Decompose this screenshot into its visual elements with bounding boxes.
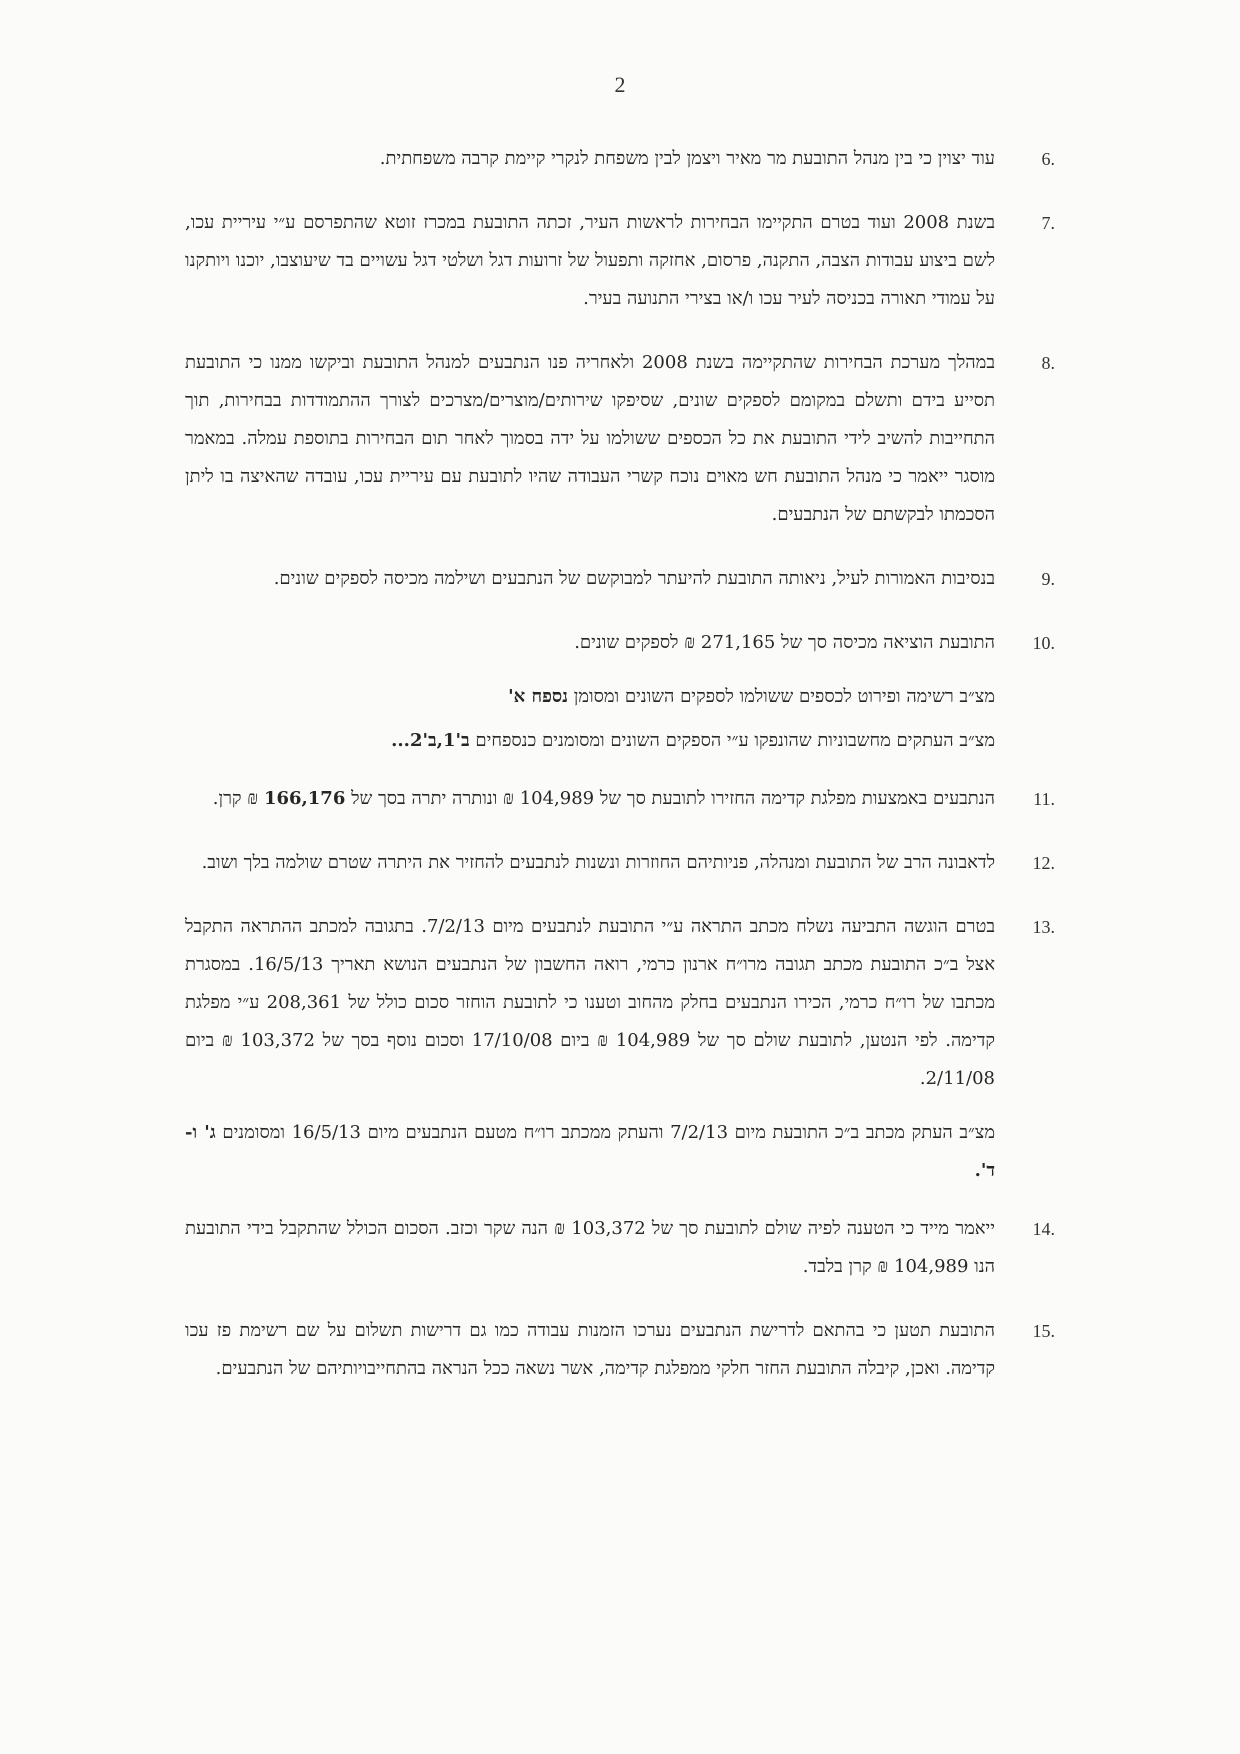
paragraph-number: 12.: [1032, 853, 1055, 873]
paragraph-15: [185, 1312, 1055, 1388]
paragraph-text: בנסיבות האמורות לעיל, ניאותה התובעת להיעתר למבוקשם של הנתבעים ושילמה מכיסה לספקים שונים.: [273, 568, 995, 589]
paragraph-number: 6.: [1041, 149, 1055, 169]
paragraph-text: לדאבונה הרב של התובעת ומנהלה, פניותיהם החוזרות ונשנות לנתבעים להחזיר את היתרה שטרם שולמה בלך ושוב.: [201, 852, 995, 873]
paragraph-11: [185, 780, 1055, 818]
paragraph-9: [185, 560, 1055, 598]
paragraph-number: 7.: [1041, 213, 1055, 233]
paragraph-text: הנתבעים באמצעות מפלגת קדימה החזירו לתובעת סך של 104,989 ₪ ונותרה יתרה בסך של 166,176 ₪ קרן.: [212, 788, 995, 809]
paragraph-number: 15.: [1032, 1321, 1055, 1341]
paragraph-number: 14.: [1032, 1219, 1055, 1239]
paragraph-13: [185, 908, 1055, 1098]
paragraph-text: בטרם הוגשה התביעה נשלח מכתב התראה ע״י התובעת לנתבעים מיום 7/2/13. בתגובה למכתב ההתראה התקבל אצל ב״כ התובעת מכתב תגובה מרו״ח ארנון כרמי, רואה החשבון של הנתבעים הנושא תאריך 16/5/13. במסגרת מכתבו של רו״ח כרמי, הכירו הנתבעים בחלק מהחוב וטענו כי לתובעת הוחזר סכום כולל של 208,361 ע״י מפלגת קדימה. לפי הנטען, לתובעת שולם סך של 104,989 ₪ ביום 17/10/08 וסכום נוסף בסך של 103,372 ₪ ביום 2/11/08.: [185, 916, 995, 1089]
paragraph-text: בשנת 2008 ועוד בטרם התקיימו הבחירות לראשות העיר, זכתה התובעת במכרז זוטא שהתפרסם ע״י עיריית עכו, לשם ביצוע עבודות הצבה, התקנה, פרסום, אחזקה ותפעול של זרועות דגל ושלטי דגל עשויים בד שיעוצבו, יוכנו ויותקנו על עמודי תאורה בכניסה לעיר עכו ו/או בצירי התנועה בעיר.: [185, 212, 995, 309]
annex-a-note: [185, 678, 995, 716]
paragraph-8: [185, 344, 1055, 534]
paragraph-text: התובעת הוציאה מכיסה סך של 271,165 ₪ לספקים שונים.: [574, 632, 995, 653]
paragraph-6: [185, 140, 1055, 178]
paragraph-12: [185, 844, 1055, 882]
document-body: [185, 140, 1055, 1414]
paragraph-number: 13.: [1032, 917, 1055, 937]
paragraph-text: עוד יצוין כי בין מנהל התובעת מר מאיר ויצמן לבין משפחת לנקרי קיימת קרבה משפחתית.: [379, 148, 995, 169]
annex-note-text: מצ״ב רשימה ופירוט לכספים ששולמו לספקים השונים ומסומן: [573, 686, 995, 707]
paragraph-number: 11.: [1033, 789, 1055, 809]
paragraph-text: במהלך מערכת הבחירות שהתקיימה בשנת 2008 ולאחריה פנו הנתבעים למנהל התובעת וביקשו ממנו כי התובעת תסייע בידם ותשלם במקומם לספקים שונים, שסיפקו שירותים/מוצרים/מצרכים לצורך ההתמודדות בבחירות, תוך התחייבות להשיב לידי התובעת את כל הכספים ששולמו על ידה בסמוך לאחר תום הבחירות בתוספת עמלה. במאמר מוסגר ייאמר כי מנהל התובעת חש מאוים נוכח קשרי העבודה שהיו לתובעת עם עיריית עכו, עובדה שהאיצה בו ליתן הסכמתו לבקשתם של הנתבעים.: [185, 352, 995, 525]
paragraph-10: [185, 624, 1055, 662]
annex-label: ג' ו- ד'.: [185, 1122, 995, 1181]
page-number: 2: [614, 72, 626, 97]
paragraph-number: 10.: [1032, 633, 1055, 653]
annex-label: ב'1,ב'2...: [391, 730, 470, 751]
paragraph-number: 9.: [1041, 569, 1055, 589]
paragraph-text: ייאמר מייד כי הטענה לפיה שולם לתובעת סך של 103,372 ₪ הנה שקר וכזב. הסכום הכולל שהתקבל בידי התובעת הנו 104,989 ₪ קרן בלבד.: [185, 1218, 995, 1277]
annex-note-text: מצ״ב העתקים מחשבוניות שהונפקו ע״י הספקים השונים ומסומנים כנספחים: [475, 730, 995, 751]
annex-cd-note: [185, 1114, 995, 1190]
paragraph-14: [185, 1210, 1055, 1286]
paragraph-number: 8.: [1041, 353, 1055, 373]
bold-amount: 166,176: [263, 788, 346, 809]
paragraph-7: [185, 204, 1055, 318]
annex-b-note: [185, 722, 995, 760]
annex-label: נספח א': [508, 686, 568, 707]
paragraph-text: התובעת תטען כי בהתאם לדרישת הנתבעים נערכו הזמנות עבודה כמו גם דרישות תשלום על שם רשימת פז עכו קדימה. ואכן, קיבלה התובעת החזר חלקי ממפלגת קדימה, אשר נשאה ככל הנראה בהתחייבויותיהם של הנתבעים.: [185, 1320, 995, 1379]
annex-note-text: מצ״ב העתק מכתב ב״כ התובעת מיום 7/2/13 והעתק ממכתב רו״ח מטעם הנתבעים מיום 16/5/13 ומסומנים: [222, 1122, 995, 1143]
